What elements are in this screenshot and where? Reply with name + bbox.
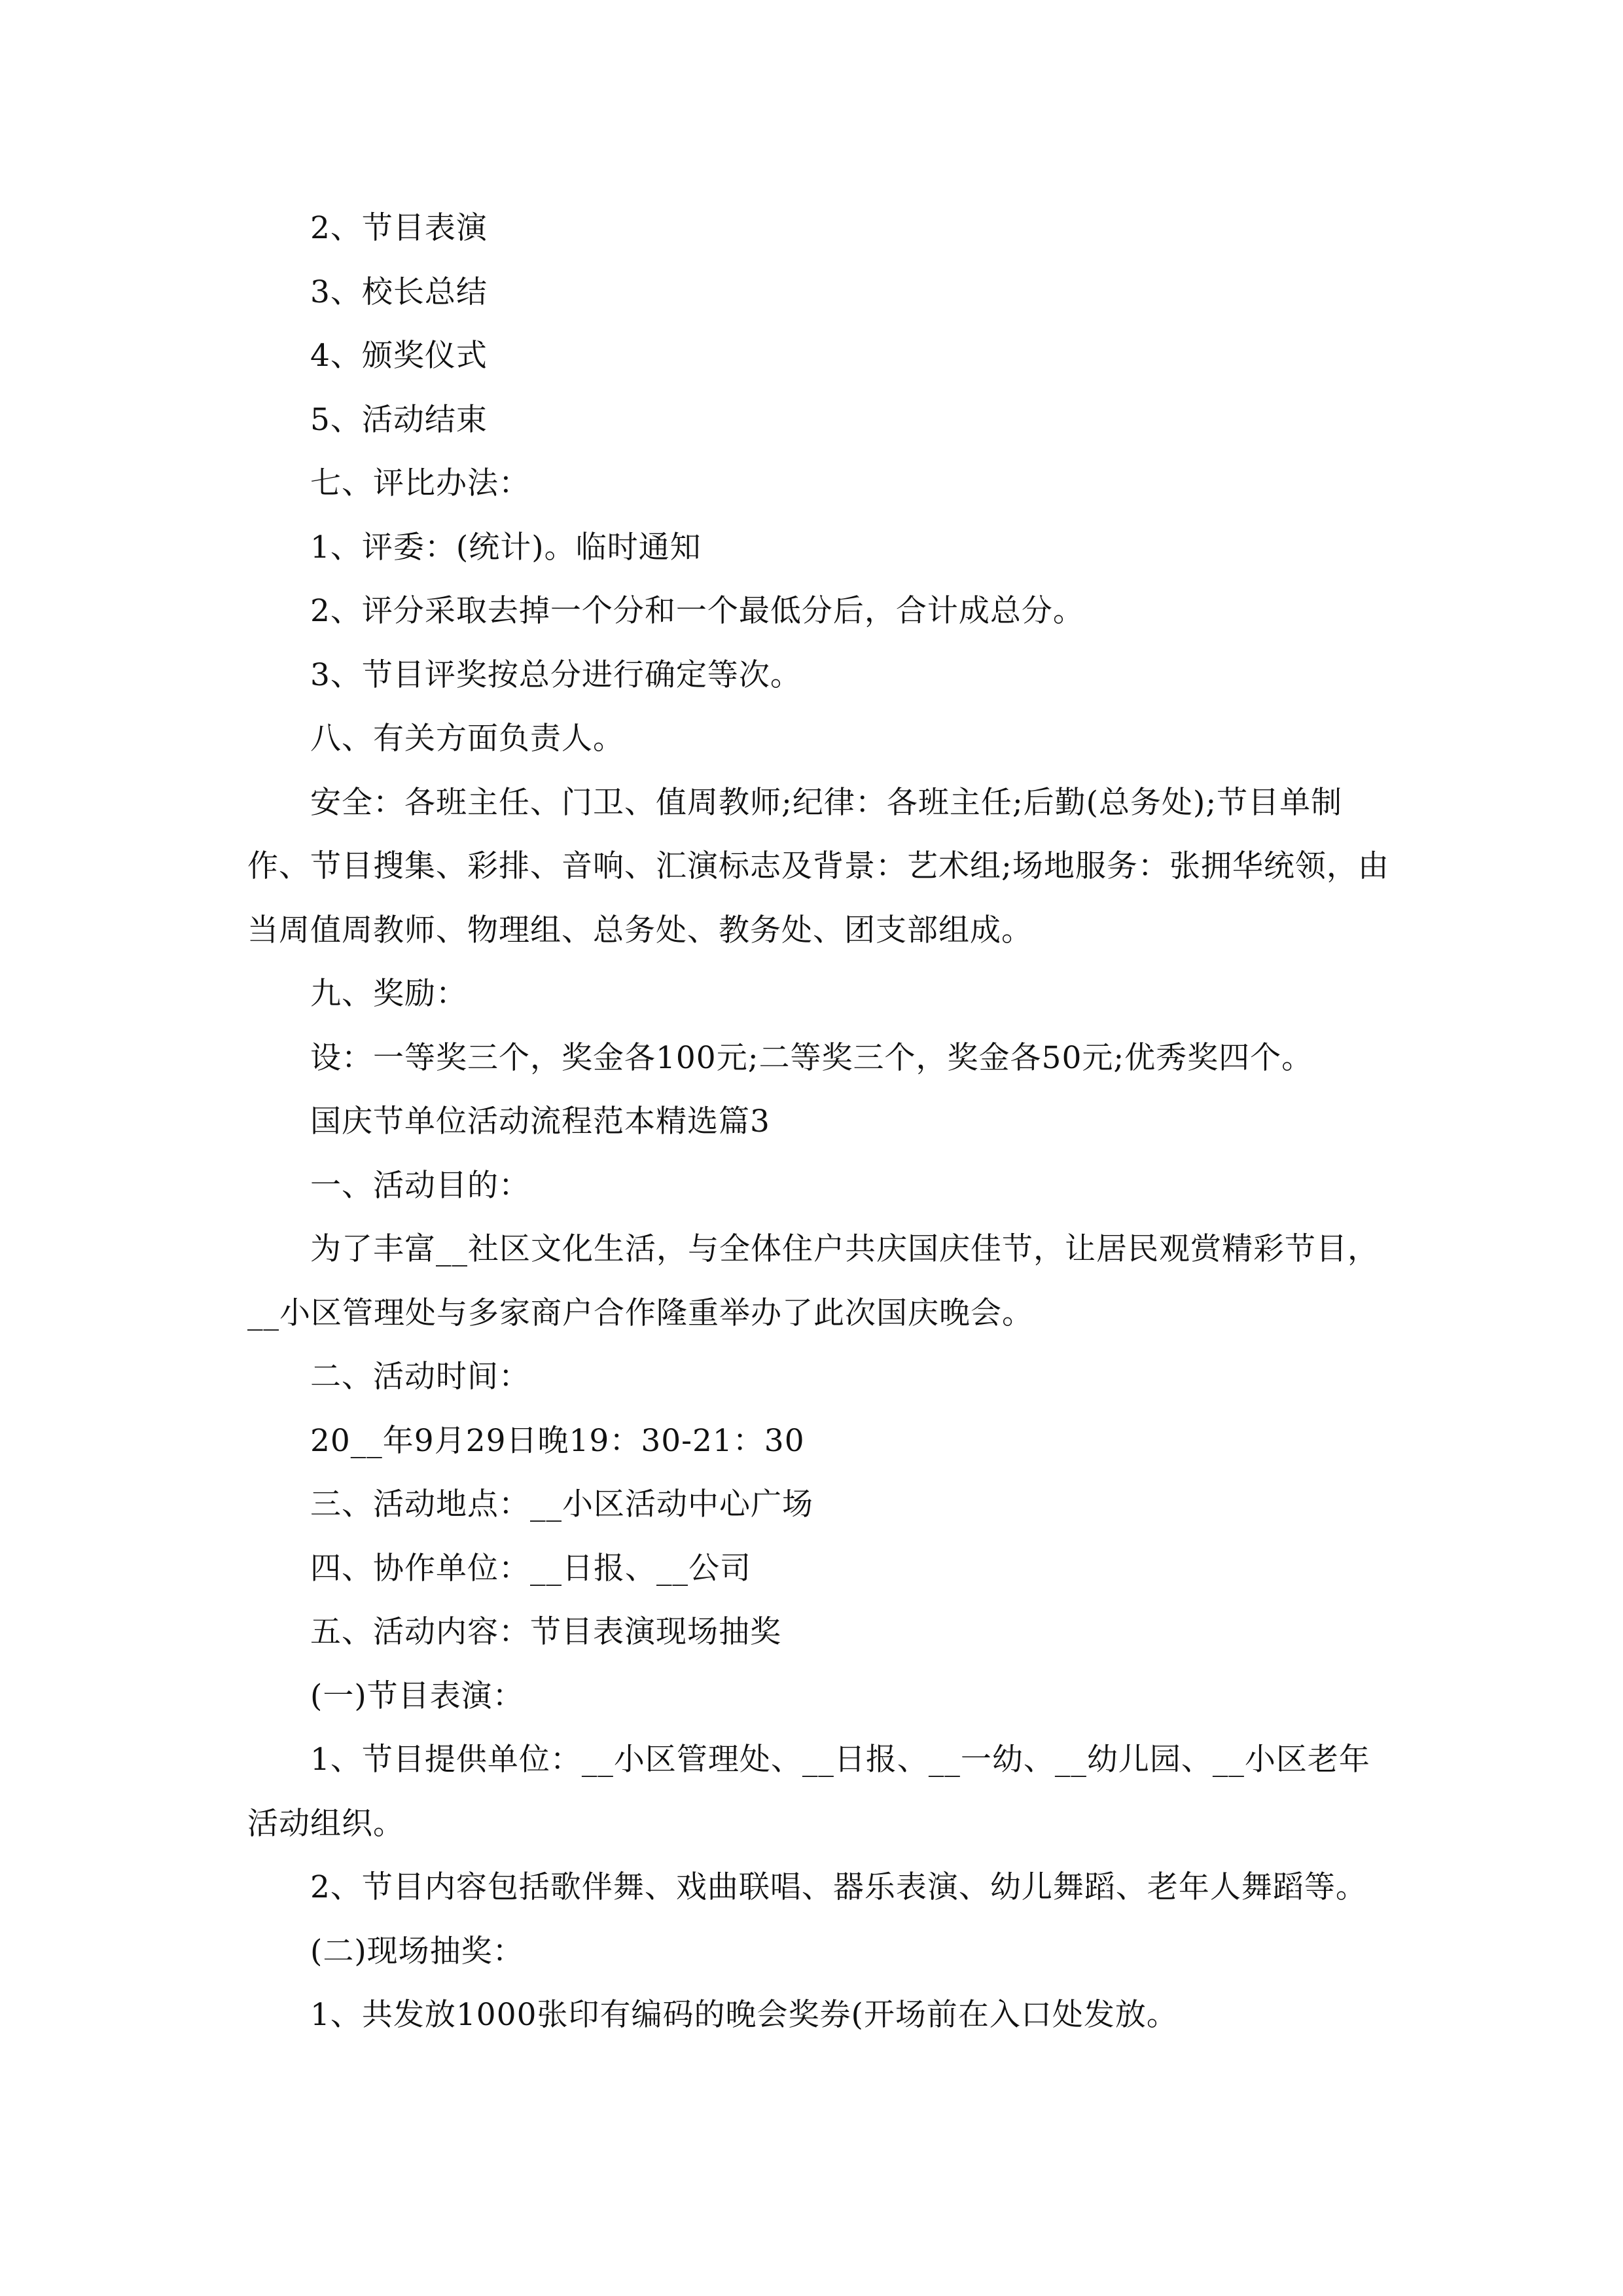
section-heading: 一、活动目的： [310, 1167, 530, 1204]
section-heading: 二、活动时间： [310, 1359, 530, 1395]
list-item: 4、颁奖仪式 [310, 338, 488, 374]
document-section-title: 国庆节单位活动流程范本精选篇3 [310, 1103, 770, 1139]
section-heading: 四、协作单位：__日报、__公司 [310, 1550, 751, 1587]
list-item: 1、共发放1000张印有编码的晚会奖券(开场前在入口处发放。 [310, 1997, 1178, 2033]
list-item: 2、评分采取去掉一个分和一个最低分后，合计成总分。 [310, 593, 1084, 629]
body-paragraph: 20__年9月29日晚19：30-21：30 [310, 1422, 805, 1459]
section-heading: 五、活动内容：节目表演现场抽奖 [310, 1614, 781, 1650]
list-item: 3、校长总结 [310, 274, 488, 310]
section-heading: 七、评比办法： [310, 465, 530, 501]
list-item: 1、节目提供单位：__小区管理处、__日报、__一幼、__幼儿园、__小区老年活动组织。 [247, 1742, 1370, 1842]
list-item: 2、节目表演 [310, 210, 488, 246]
section-heading: 八、有关方面负责人。 [310, 721, 624, 757]
subsection-heading: (一)节目表演： [310, 1677, 524, 1714]
list-item: 1、评委：(统计)。临时通知 [310, 529, 702, 565]
body-paragraph: 设：一等奖三个，奖金各100元;二等奖三个，奖金各50元;优秀奖四个。 [310, 1039, 1313, 1076]
subsection-heading: (二)现场抽奖： [310, 1933, 524, 1969]
list-item: 2、节目内容包括歌伴舞、戏曲联唱、器乐表演、幼儿舞蹈、老年人舞蹈等。 [310, 1869, 1367, 1905]
document-body [247, 196, 1399, 2047]
body-paragraph: 安全：各班主任、门卫、值周教师;纪律：各班主任;后勤(总务处);节目单制作、节目搜集、彩排、音响、汇演标志及背景：艺术组;场地服务：张拥华统领，由当周值周教师、物理组、总务处、教务处、团支部组成。 [247, 784, 1389, 948]
list-item: 3、节目评奖按总分进行确定等次。 [310, 656, 802, 693]
section-heading: 三、活动地点：__小区活动中心广场 [310, 1486, 813, 1522]
body-paragraph: 为了丰富__社区文化生活，与全体住户共庆国庆佳节，让居民观赏精彩节目，__小区管理处与多家商户合作隆重举办了此次国庆晚会。 [247, 1231, 1379, 1331]
list-item: 5、活动结束 [310, 401, 488, 438]
section-heading: 九、奖励： [310, 976, 467, 1012]
